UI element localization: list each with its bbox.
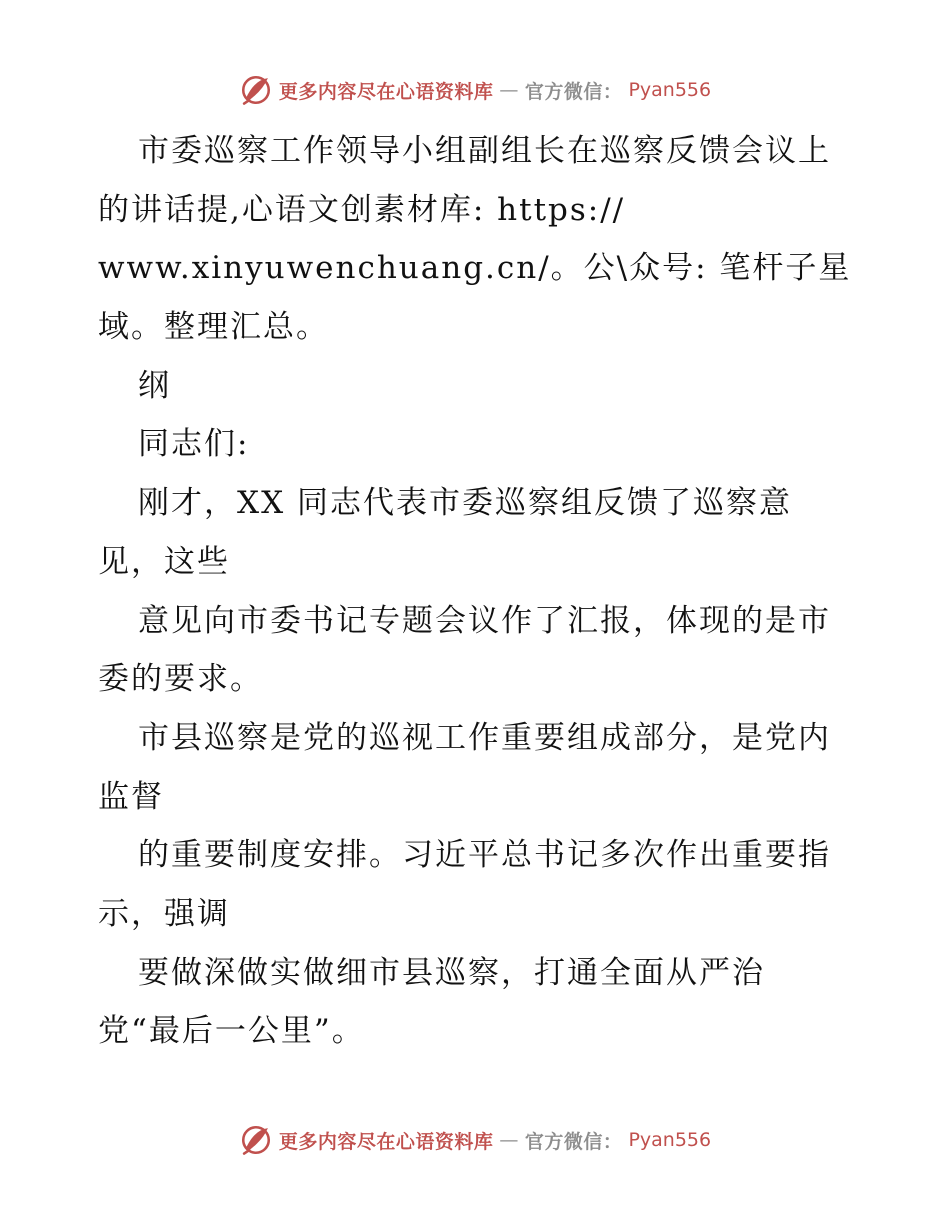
- watermark-label: 官方微信：: [524, 1130, 623, 1153]
- watermark-id: Pyan556: [628, 79, 712, 101]
- watermark-site: 更多内容尽在心语资料库: [278, 80, 494, 103]
- text-line: 要做深做实做细市县巡察，打通全面从严治: [138, 954, 765, 991]
- text-line: www.xinyuwenchuang.cn/。公\众号: 笔杆子星: [98, 250, 852, 287]
- text-line: 示，强调: [98, 895, 230, 932]
- text-line: 监督: [98, 778, 164, 815]
- text-line: 党“最后一公里”。: [98, 1013, 365, 1050]
- pen-nib-logo-icon: [239, 73, 273, 107]
- text-line: 见，这些: [98, 543, 230, 580]
- text-line: 意见向市委书记专题会议作了汇报，体现的是市: [138, 602, 831, 639]
- text-line: 刚才，XX 同志代表市委巡察组反馈了巡察意: [138, 485, 792, 522]
- watermark-label: 官方微信：: [524, 80, 623, 103]
- text-line: 纲: [138, 367, 171, 404]
- text-line: 委的要求。: [98, 661, 263, 698]
- text-line: 市县巡察是党的巡视工作重要组成部分，是党内: [138, 719, 831, 756]
- watermark-header: [0, 70, 950, 110]
- text-line: 同志们:: [138, 426, 250, 463]
- text-line: 域。整理汇总。: [98, 309, 329, 346]
- document-body: [98, 122, 858, 1061]
- watermark-dash: —: [499, 79, 519, 101]
- watermark-site: 更多内容尽在心语资料库: [278, 1130, 494, 1153]
- watermark-dash: —: [499, 1129, 519, 1151]
- watermark-id: Pyan556: [628, 1129, 712, 1151]
- watermark-footer: [0, 1120, 950, 1160]
- pen-nib-logo-icon: [239, 1123, 273, 1157]
- text-line: 市委巡察工作领导小组副组长在巡察反馈会议上: [138, 133, 831, 169]
- text-line: 的重要制度安排。习近平总书记多次作出重要指: [138, 837, 831, 874]
- text-line: 的讲话提,心语文创素材库: https://: [98, 191, 626, 228]
